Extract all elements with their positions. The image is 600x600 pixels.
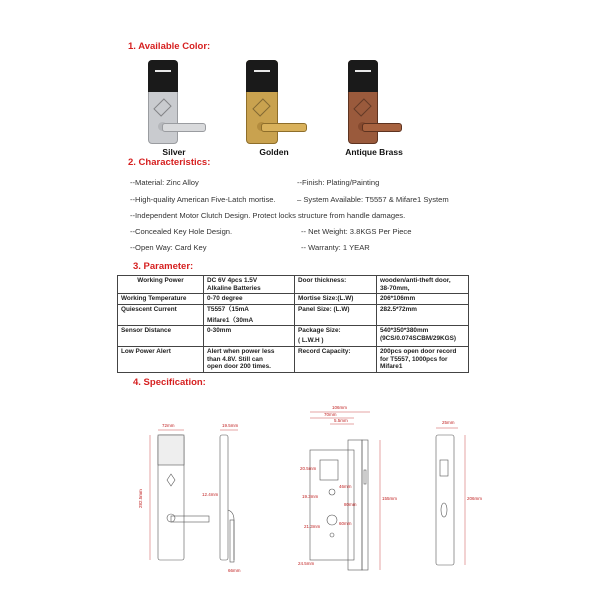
dim-label: 80mm	[344, 502, 357, 507]
param-label: Record Capacity:	[295, 346, 377, 372]
param-label: Panel Size: (L.W)	[295, 305, 377, 326]
dim-label: 24.5mm	[298, 561, 315, 566]
dim-label: 66mm	[228, 568, 241, 573]
color-label-golden: Golden	[259, 147, 289, 157]
param-value: 0-70 degree	[204, 294, 295, 305]
table-row	[118, 276, 469, 294]
dim-label: 60mm	[339, 521, 352, 526]
lock-image-antique-brass	[340, 56, 410, 146]
parameter-table	[117, 275, 469, 373]
char-open-way: --Open Way: Card Key	[130, 243, 207, 252]
table-row	[118, 326, 469, 346]
dim-label: 282.5mm	[138, 489, 143, 508]
char-material: --Material: Zinc Alloy	[130, 178, 199, 187]
param-value: wooden/anti-theft door, 38-70mm,	[377, 276, 469, 294]
char-warranty: -- Warranty: 1 YEAR	[301, 243, 370, 252]
char-keyhole: --Concealed Key Hole Design.	[130, 227, 233, 236]
char-finish: --Finish: Plating/Painting	[297, 178, 380, 187]
dim-label: 206mm	[467, 496, 483, 501]
char-mortise: --High-quality American Five-Latch mortise.	[130, 195, 276, 204]
dim-label: 19.3mm	[302, 494, 319, 499]
color-label-silver: Silver	[162, 147, 186, 157]
section-title-parameter: 3. Parameter:	[133, 261, 194, 272]
color-label-antique-brass: Antique Brass	[345, 147, 403, 157]
section-title-characteristics: 2. Characteristics:	[128, 157, 211, 168]
char-system: – System Available: T5557 & Mifare1 System	[297, 195, 449, 204]
param-label: Door thickness:	[295, 276, 377, 294]
dim-label: 25mm	[442, 420, 455, 425]
param-value: 200pcs open door record for T5557, 1000pcs for Mifare1	[377, 346, 469, 372]
dim-label: 155mm	[382, 496, 398, 501]
dim-label: 20.5mm	[300, 466, 317, 471]
lock-image-golden	[240, 56, 310, 146]
dim-label: 19.5mm	[222, 423, 239, 428]
table-row	[118, 346, 469, 372]
param-label: Working Power	[118, 276, 204, 294]
strike-plate	[436, 435, 454, 565]
param-label: Sensor Distance	[118, 326, 204, 346]
char-weight: -- Net Weight: 3.8KGS Per Piece	[301, 227, 412, 236]
dim-label: 70mm	[324, 412, 337, 417]
char-motor: --Independent Motor Clutch Design. Protect locks structure from handle damages.	[130, 211, 406, 220]
dim-label: 46mm	[339, 484, 352, 489]
param-value: 0-30mm	[204, 326, 295, 346]
param-label: Working Temperature	[118, 294, 204, 305]
table-row	[118, 294, 469, 305]
dim-label: 21.3mm	[304, 524, 321, 529]
param-label: Low Power Alert	[118, 346, 204, 372]
lock-image-silver	[140, 56, 210, 146]
param-value: Alert when power less than 4.8V. Still can open door 200 times.	[204, 346, 295, 372]
panel-side-view	[220, 435, 228, 560]
dim-label: 12.4mm	[202, 492, 219, 497]
dim-label: 72mm	[162, 423, 175, 428]
table-row	[118, 305, 469, 326]
param-value: DC 6V 4pcs 1.5V Alkaline Batteries	[204, 276, 295, 294]
param-value: 282.5*72mm	[377, 305, 469, 326]
specification-drawing	[120, 400, 483, 600]
param-value: 540*350*380mm (9CS/0.074SCBM/29KGS)	[377, 326, 469, 346]
param-label: Package Size: ( L.W.H )	[295, 326, 377, 346]
param-label: Mortise Size:(L.W)	[295, 294, 377, 305]
section-title-specification: 4. Specification:	[133, 377, 206, 388]
param-value: 206*106mm	[377, 294, 469, 305]
param-label: Quiescent Current	[118, 305, 204, 326]
param-value: T5557（15mA Mifare1（30mA	[204, 305, 295, 326]
dim-label: 5.5mm	[334, 418, 348, 423]
section-title-available-color: 1. Available Color:	[128, 41, 211, 52]
dim-label: 106mm	[332, 405, 348, 410]
